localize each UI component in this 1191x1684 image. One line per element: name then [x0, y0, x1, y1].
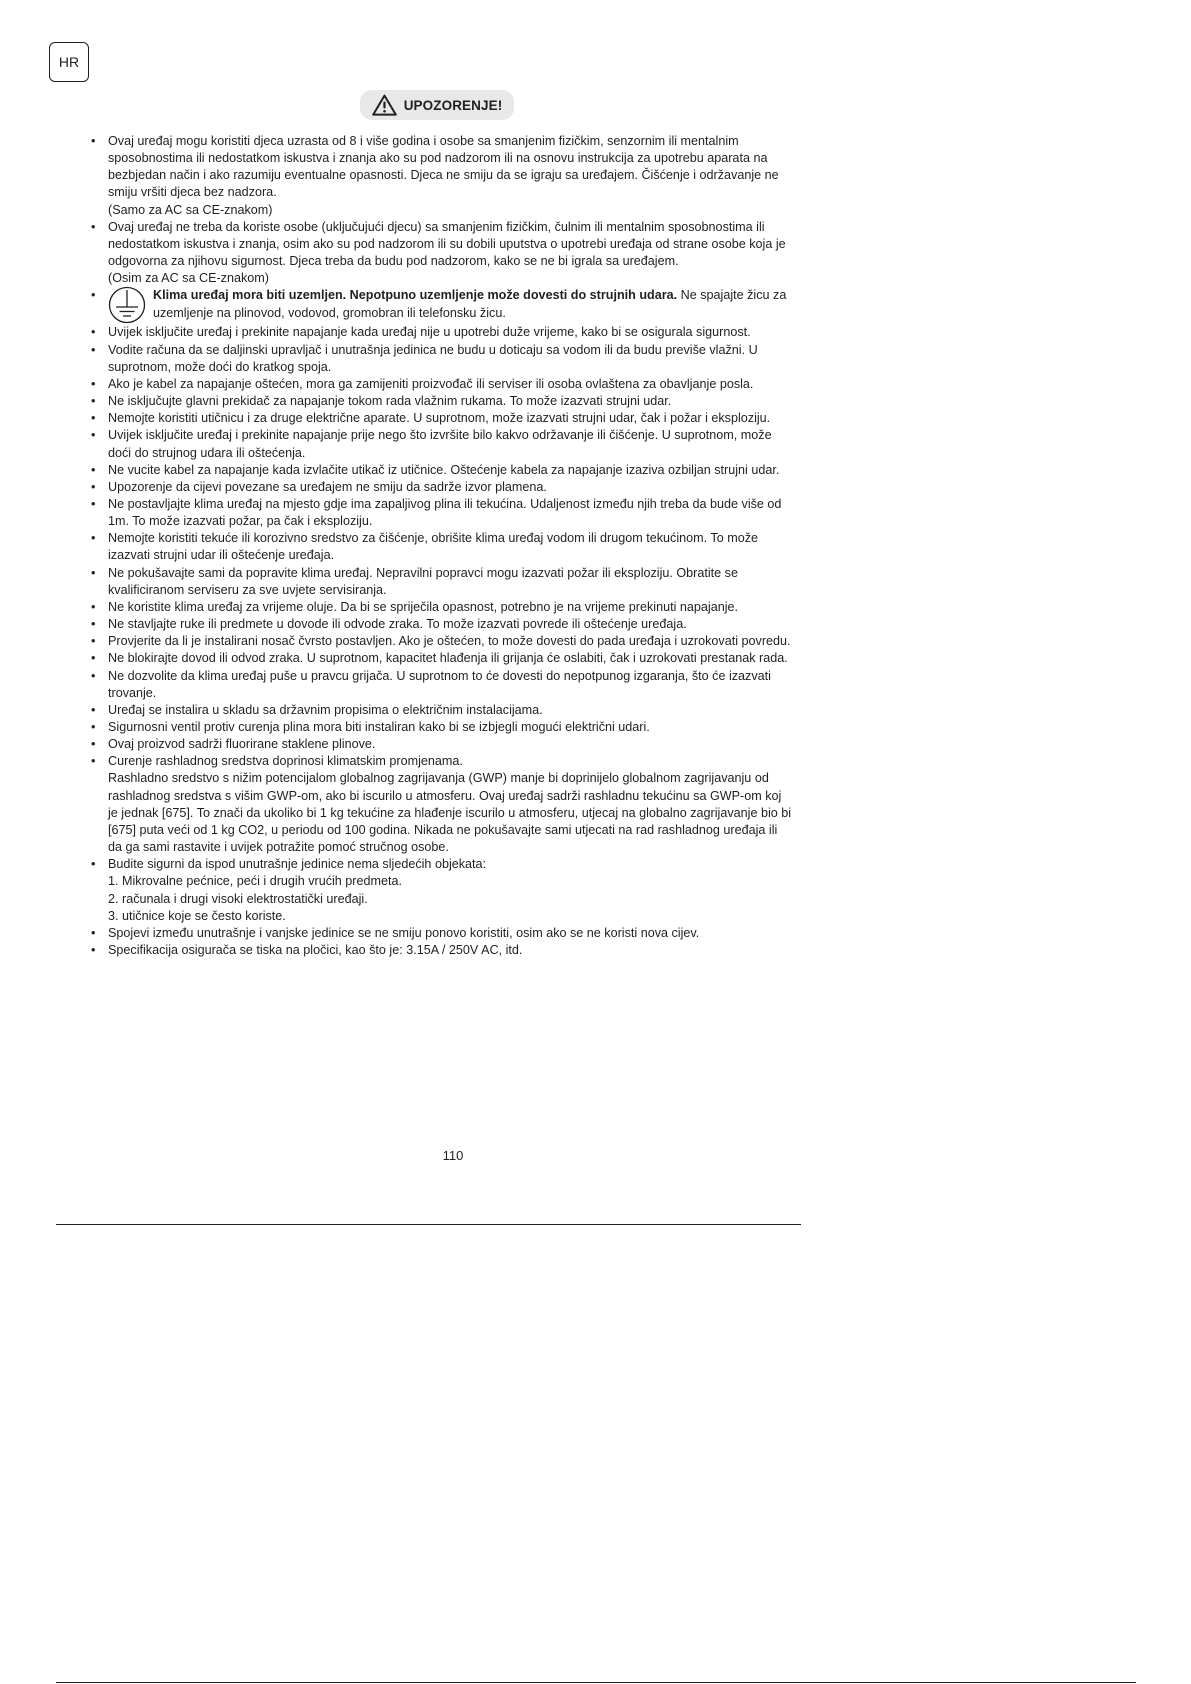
list-item-text: Uvijek isključite uređaj i prekinite napajanje prije nego što izvršite bilo kakvo održavanje ili čišćenje. U suprotnom, može doći do strujnog udara ili oštećenja. — [108, 428, 772, 460]
list-item — [88, 496, 794, 530]
list-item-text: Nemojte koristiti utičnicu i za druge električne aparate. U suprotnom, može izazvati strujni udar, čak i požar i eksploziju. — [108, 411, 771, 426]
list-item — [88, 287, 794, 324]
list-item-text: Ne stavljajte ruke ili predmete u dovode ili odvode zraka. To može izazvati povrede ili oštećenje uređaja. — [108, 617, 687, 632]
list-item — [88, 650, 794, 667]
list-item-paragraph: Rashladno sredstvo s nižim potencijalom globalnog zagrijavanja (GWP) manje bi doprinijelo globalnom zagrijavanju od rashladnog sredstva s višim GWP-om, ako bi iscurilo u atmosferu. Ovaj uređaj sadrži rashladnu tekućinu sa GWP-om koj je jednak [675]. To znači da ukoliko bi 1 kg tekućine za hlađenje iscurilo u atmosferu, utjecaj na globalno zagrijavanje bio bi [675] puta veći od 1 kg CO2, u periodu od 100 godina. Nikada ne pokušavajte sami utjecati na rad rashladnog uređaja ili da ga sami rastavite i uvijek potražite pomoć stručnog osobe. — [108, 771, 792, 855]
list-item-text: Vodite računa da se daljinski upravljač i unutrašnja jedinica ne budu u doticaju sa vodom ili da budu previše vlažni. U suprotnom, može doći do kratkog spoja. — [108, 342, 758, 374]
list-item-text: • Budite sigurni da ispod unutrašnje jedinice nema sljedećih objekata: — [108, 857, 487, 872]
list-item — [88, 599, 794, 616]
list-item-text: Ako je kabel za napajanje oštećen, mora ga zamijeniti proizvođač ili serviser ili osoba ovlaštena za obavljanje posla. — [108, 376, 754, 391]
bottom-divider-line — [56, 1682, 1136, 1683]
list-item — [88, 736, 794, 753]
list-item-text: Ne isključujte glavni prekidač za napajanje tokom rada vlažnim rukama. To može izazvati strujni udar. — [108, 394, 672, 409]
list-item-text: Provjerite da li je instalirani nosač čvrsto postavljen. Ako je oštećen, to može dovesti do pada uređaja i uzrokovati povredu. — [108, 634, 791, 649]
list-item — [88, 925, 794, 942]
list-item — [88, 719, 794, 736]
list-item-text: Nemojte koristiti tekuće ili korozivno sredstvo za čišćenje, obrišite klima uređaj vodom ili drugom tekućinom. To može izazvati strujni udar ili oštećenje uređaja. — [108, 531, 759, 563]
page-number: 110 — [442, 1148, 464, 1163]
grounding-warning-bold: Klima uređaj mora biti uzemljen. Nepotpuno uzemljenje može dovesti do strujnih udara. — [153, 288, 678, 303]
list-item — [88, 530, 794, 564]
list-item-text: Uvijek isključite uređaj i prekinite napajanje kada uređaj nije u upotrebi duže vrijeme, kako bi se osigurala sigurnost. — [108, 325, 751, 340]
list-item-subline: 3. utičnice koje se često koriste. — [108, 908, 286, 923]
list-item — [88, 376, 794, 393]
list-item-text: Sigurnosni ventil protiv curenja plina mora biti instaliran kako bi se izbjegli mogući električni udari. — [108, 720, 650, 734]
list-item — [88, 462, 794, 479]
list-item — [88, 410, 794, 427]
ground-symbol-icon — [108, 286, 146, 324]
list-item-text: • Curenje rashladnog sredstva doprinosi klimatskim promjenama. — [108, 754, 463, 769]
list-item-text: Ne postavljajte klima uređaj na mjesto gdje ima zapaljivog plina ili tekućina. Udaljenost između njih treba da bude više od 1m. To može izazvati požar, pa čak i eksploziju. — [108, 496, 782, 529]
list-item-text: • Ovaj uređaj mogu koristiti djeca uzrasta od 8 i više godina i osobe sa smanjenim fizičkim, senzornim ili mentalnim sposobnostima ili nedostatkom iskustva i znanja ako su pod nadzorom ili na osnovu instrukcija za upotrebu aparata na bezbjedan način i ako razumiju eventualne opasnosti. Djeca ne smiju da se igraju sa uređajem. Čišćenje i održavanje ne smiju vršiti djeca bez nadzora. — [108, 134, 779, 200]
list-item — [88, 133, 794, 219]
language-badge: HR — [49, 42, 89, 82]
list-item — [88, 942, 794, 959]
list-item — [88, 393, 794, 410]
list-item-subline: 1. Mikrovalne pećnice, peći i drugih vrućih predmeta. — [108, 874, 402, 889]
list-item-text: Ne koristite klima uređaj za vrijeme oluje. Da bi se spriječila opasnost, potrebno je na vrijeme prekinuti napajanje. — [108, 599, 739, 614]
list-item — [88, 616, 794, 633]
list-item-text: Uređaj se instalira u skladu sa državnim propisima o električnim instalacijama. — [108, 702, 543, 717]
list-item — [88, 479, 794, 496]
list-item-text: Upozorenje da cijevi povezane sa uređajem ne smiju da sadrže izvor plamena. — [108, 479, 547, 494]
list-item — [88, 633, 794, 650]
list-item — [88, 427, 794, 461]
list-item — [88, 324, 794, 341]
grounding-warning-text: Ne spajajte žicu za uzemljenje na plinovod, vodovod, gromobran ili telefonsku žicu. — [153, 288, 787, 320]
list-item-text: Spojevi između unutrašnje i vanjske jedinice se ne smiju ponovo koristiti, osim ako se ne koristi nova cijev. — [108, 925, 700, 940]
list-item — [88, 668, 794, 702]
list-item-text: Specifikacija osigurača se tiska na pločici, kao što je: 3.15A / 250V AC, itd. — [108, 943, 523, 958]
list-item-text: • Ovaj uređaj ne treba da koriste osobe (uključujući djecu) sa smanjenim fizičkim, čulnim ili mentalnim sposobnostima ili nedostatkom iskustva i znanja, osim ako su pod nadzorom ili su dobili uputstva o upotrebi uređaja od strane osobe koja je odgovorna za njihovu sigurnost. Djeca treba da budu pod nadzorom, kako se ne bi igrala sa uređajem. — [108, 219, 786, 269]
divider-line — [56, 1224, 801, 1225]
list-item — [88, 565, 794, 599]
warning-list — [88, 133, 794, 959]
list-item-text: Ovaj proizvod sadrži fluorirane staklene plinove. — [108, 737, 376, 752]
list-item — [88, 753, 794, 856]
list-item-text: Ne dozvolite da klima uređaj puše u pravcu grijača. U suprotnom to će dovesti do nepotpunog izgaranja, što će izazvati trovanje. — [108, 668, 771, 700]
list-item-subline: 2. računala i drugi visoki elektrostatički uređaji. — [108, 891, 368, 906]
warning-triangle-icon — [372, 94, 397, 116]
list-item-text — [153, 287, 794, 321]
list-item-text: Ne blokirajte dovod ili odvod zraka. U suprotnom, kapacitet hlađenja ili grijanja će oslabiti, čak i uzrokovati prestanak rada. — [108, 651, 788, 666]
warning-title: UPOZORENJE! — [403, 97, 503, 113]
list-item-note: (Samo za AC sa CE-znakom) — [108, 202, 273, 217]
list-item-text: Ne vucite kabel za napajanje kada izvlačite utikač iz utičnice. Oštećenje kabela za napajanje izaziva ozbiljan strujni udar. — [108, 462, 780, 477]
warning-header — [360, 90, 514, 120]
list-item — [88, 219, 794, 288]
list-item — [88, 342, 794, 376]
list-item — [88, 856, 794, 925]
warning-list-section — [88, 133, 794, 959]
list-item-text: Ne pokušavajte sami da popravite klima uređaj. Nepravilni popravci mogu izazvati požar ili eksploziju. Obratite se kvalificiranom serviseru za sve uvjete servisiranja. — [108, 565, 738, 597]
list-item-note: (Osim za AC sa CE-znakom) — [108, 271, 269, 286]
list-item — [88, 702, 794, 719]
